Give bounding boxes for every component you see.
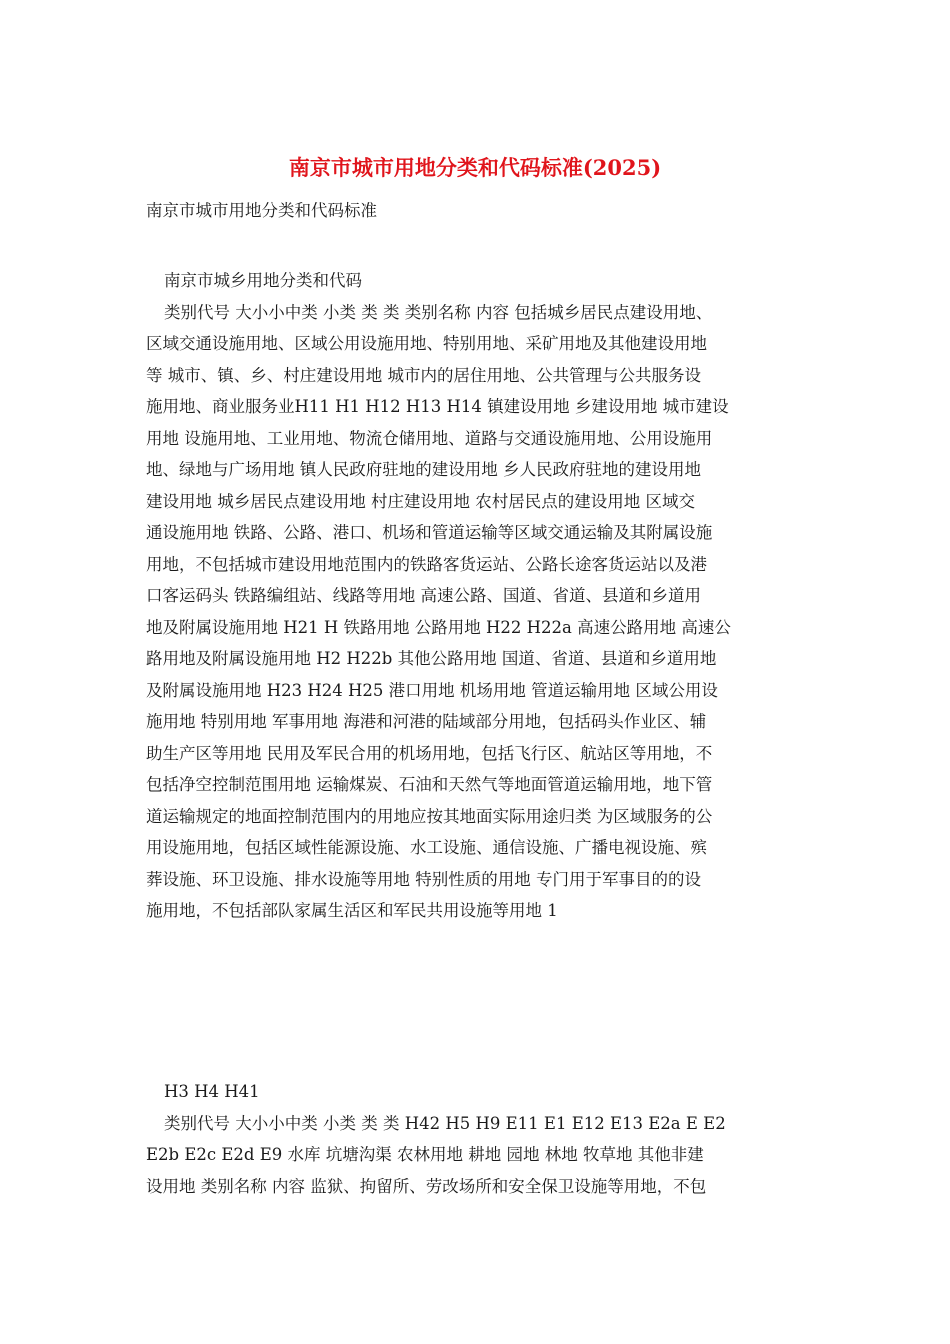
paragraph-line: 设用地 类别名称 内容 监狱、拘留所、劳改场所和安全保卫设施等用地，不包	[146, 1176, 707, 1196]
paragraph-line: 及附属设施用地 H23 H24 H25 港口用地 机场用地 管道运输用地 区域公用设	[146, 680, 718, 700]
document-subtitle: 南京市城市用地分类和代码标准	[146, 201, 377, 220]
paragraph-line: 道运输规定的地面控制范围内的用地应按其地面实际用途归类 为区域服务的公	[146, 806, 713, 826]
paragraph-line: 用设施用地，包括区域性能源设施、水工设施、通信设施、广播电视设施、殡	[146, 838, 707, 857]
paragraph-line: 区域交通设施用地、区域公用设施用地、特别用地、采矿用地及其他建设用地	[146, 334, 707, 353]
paragraph-line: 等 城市、镇、乡、村庄建设用地 城市内的居住用地、公共管理与公共服务设	[146, 365, 701, 385]
paragraph-line: 用地，不包括城市建设用地范围内的铁路客货运站、公路长途客货运站以及港	[146, 554, 707, 574]
paragraph-line: 类别代号 大小小中类 小类 类 类 H42 H5 H9 E11 E1 E12 E13 E2a E E2	[164, 1113, 726, 1133]
paragraph-line: 施用地、商业服务业H11 H1 H12 H13 H14 镇建设用地 乡建设用地 城市建设	[146, 397, 729, 416]
paragraph-line: H3 H4 H41	[164, 1082, 260, 1101]
paragraph-line: 建设用地 城乡居民点建设用地 村庄建设用地 农村居民点的建设用地 区域交	[146, 491, 695, 511]
document-title: 南京市城市用地分类和代码标准(2025)	[288, 155, 662, 180]
body-paragraph	[146, 1076, 811, 1202]
paragraph-line: E2b E2c E2d E9 水库 坑塘沟渠 农林用地 耕地 园地 林地 牧草地 其他非建	[146, 1145, 704, 1164]
paragraph-line: 葬设施、环卫设施、排水设施等用地 特别性质的用地 专门用于军事目的的设	[146, 869, 701, 889]
paragraph-line: 施用地，不包括部队家属生活区和军民共用设施等用地 1	[146, 901, 558, 920]
paragraph-line: 助生产区等用地 民用及军民合用的机场用地，包括飞行区、航站区等用地，不	[146, 743, 713, 763]
paragraph-line: 用地 设施用地、工业用地、物流仓储用地、道路与交通设施用地、公用设施用	[146, 428, 713, 448]
body-paragraph	[146, 265, 811, 927]
paragraph-line: 包括净空控制范围用地 运输煤炭、石油和天然气等地面管道运输用地，地下管	[146, 775, 713, 794]
paragraph-line: 口客运码头 铁路编组站、线路等用地 高速公路、国道、省道、县道和乡道用	[146, 586, 701, 605]
paragraph-line: 通设施用地 铁路、公路、港口、机场和管道运输等区域交通运输及其附属设施	[146, 523, 713, 542]
paragraph-line: 施用地 特别用地 军事用地 海港和河港的陆域部分用地，包括码头作业区、辅	[146, 712, 707, 731]
paragraph-line: 地及附属设施用地 H21 H 铁路用地 公路用地 H22 H22a 高速公路用地 高速公	[146, 617, 731, 637]
paragraph-line: 类别代号 大小小中类 小类 类 类 类别名称 内容 包括城乡居民点建设用地、	[164, 302, 713, 322]
paragraph-line: 南京市城乡用地分类和代码	[164, 271, 362, 290]
paragraph-line: 路用地及附属设施用地 H2 H22b 其他公路用地 国道、省道、县道和乡道用地	[146, 649, 717, 668]
paragraph-line: 地、绿地与广场用地 镇人民政府驻地的建设用地 乡人民政府驻地的建设用地	[146, 460, 701, 479]
